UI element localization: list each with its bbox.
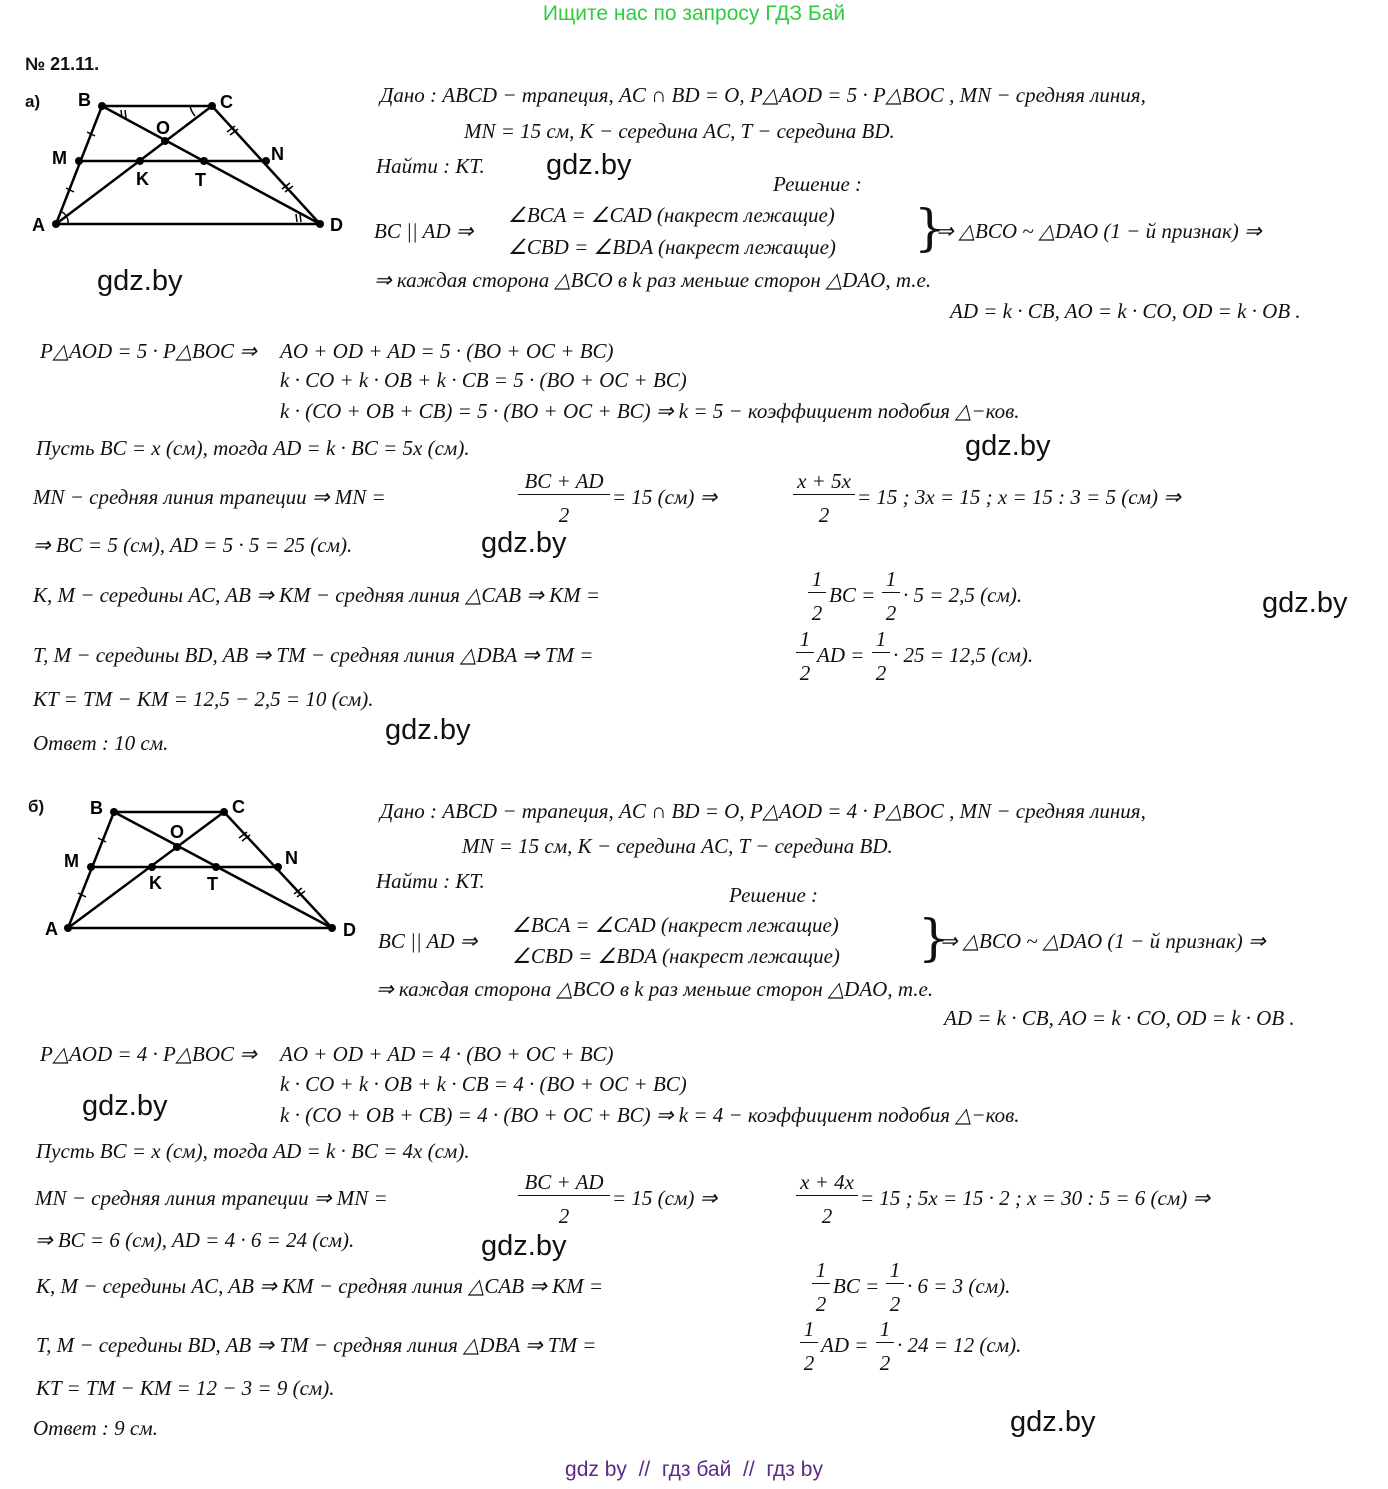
watermark: gdz.by — [82, 1090, 168, 1122]
midline-result: = 15 (см) ⇒ — [612, 1186, 718, 1210]
ratio-equations: AD = k · CB, AO = k · CO, OD = k · OB . — [950, 299, 1301, 323]
x-numerator: x + 5x — [793, 468, 855, 495]
half-numerator: 1 — [808, 566, 826, 593]
perimeter-step-1: AO + OD + AD = 4 · (BO + OC + BC) — [280, 1042, 614, 1066]
x-denominator: 2 — [821, 1204, 833, 1228]
watermark: gdz.by — [481, 527, 567, 559]
footer-link-gdz-by[interactable]: gdz by — [565, 1458, 627, 1481]
footer-link-gdz-by-cyr[interactable]: гдз by — [766, 1458, 823, 1481]
perimeter-step-1: AO + OD + AD = 5 · (BO + OC + BC) — [280, 339, 614, 363]
km-result: · 5 = 2,5 (см). — [903, 583, 1023, 607]
bc-ad-result: ⇒ BC = 6 (см), AD = 4 · 6 = 24 (см). — [35, 1228, 355, 1252]
half-numerator: 1 — [796, 626, 814, 653]
watermark: gdz.by — [1262, 587, 1348, 619]
similarity-line: ⇒ △BCO ~ △DAO (1 − й признак) ⇒ — [936, 219, 1262, 243]
point-a-label: A — [45, 919, 58, 939]
point-m-label: M — [64, 851, 79, 871]
part-a-label: а) — [25, 92, 41, 111]
answer-line: Ответ : 10 см. — [33, 731, 169, 755]
angle-equality-2: ∠CBD = ∠BDA (накрест лежащие) — [508, 235, 836, 259]
midline-numerator: BC + AD — [518, 468, 610, 495]
point-n-label: N — [271, 144, 284, 164]
km-result: · 6 = 3 (см). — [907, 1274, 1011, 1298]
half-denominator: 2 — [815, 1292, 827, 1316]
watermark: gdz.by — [385, 714, 471, 746]
bc-ad-result: ⇒ BC = 5 (см), AD = 5 · 5 = 25 (см). — [33, 533, 353, 557]
parallel-line: BC || AD ⇒ — [374, 219, 474, 243]
midline-text: MN − средняя линия трапеции ⇒ MN = — [35, 1186, 388, 1210]
footer-separator: // — [742, 1458, 755, 1481]
ratio-description: ⇒ каждая сторона △BCO в k раз меньше сторон △DAO, т.е. — [376, 977, 934, 1001]
point-b-label: B — [90, 798, 103, 818]
watermark: gdz.by — [481, 1230, 567, 1262]
perimeter-condition: P△AOD = 4 · P△BOC ⇒ — [40, 1042, 257, 1066]
midline-result: = 15 (см) ⇒ — [612, 485, 718, 509]
midline-denominator: 2 — [558, 503, 570, 527]
x-solution: = 15 ; 5x = 15 · 2 ; x = 30 : 5 = 6 (см) ⇒ — [860, 1186, 1211, 1210]
km-midline-text: K, M − середины AC, AB ⇒ KM − средняя линия △CAB ⇒ KM = — [36, 1274, 604, 1298]
half-denominator: 2 — [811, 601, 823, 625]
perimeter-condition: P△AOD = 5 · P△BOC ⇒ — [40, 339, 257, 363]
point-d-label: D — [330, 215, 343, 235]
kt-result: KT = TM − KM = 12 − 3 = 9 (см). — [36, 1376, 335, 1400]
find-line: Найти : KT. — [376, 869, 485, 893]
angle-equality-1: ∠BCA = ∠CAD (накрест лежащие) — [508, 203, 835, 227]
km-midline-text: K, M − середины AC, AB ⇒ KM − средняя линия △CAB ⇒ KM = — [33, 583, 601, 607]
half-denominator: 2 — [879, 1351, 891, 1375]
point-m-label: M — [52, 148, 67, 168]
tm-mid: AD = — [817, 643, 865, 667]
find-line: Найти : KT. — [376, 154, 485, 178]
half-numerator: 1 — [876, 1316, 894, 1343]
part-b-trapezoid-figure — [40, 795, 370, 950]
point-k-label: K — [149, 873, 162, 893]
half-denominator: 2 — [799, 661, 811, 685]
problem-number: № 21.11. — [25, 54, 100, 74]
tm-result: · 25 = 12,5 (см). — [893, 643, 1034, 667]
part-b-label: б) — [28, 797, 45, 816]
half-denominator: 2 — [885, 601, 897, 625]
angle-equality-2: ∠CBD = ∠BDA (накрест лежащие) — [512, 944, 840, 968]
footer-links — [0, 1458, 1388, 1482]
x-denominator: 2 — [818, 503, 830, 527]
midline-denominator: 2 — [558, 1204, 570, 1228]
x-numerator: x + 4x — [796, 1169, 858, 1196]
solution-title: Решение : — [773, 172, 863, 196]
x-solution: = 15 ; 3x = 15 ; x = 15 : 3 = 5 (см) ⇒ — [857, 485, 1181, 509]
half-denominator: 2 — [803, 1351, 815, 1375]
midline-text: MN − средняя линия трапеции ⇒ MN = — [33, 485, 386, 509]
system-brace: } — [914, 199, 946, 257]
point-o-label: O — [156, 118, 171, 138]
given-line-2: MN = 15 см, K − середина AC, T − середина BD. — [462, 834, 893, 858]
similarity-line: ⇒ △BCO ~ △DAO (1 − й признак) ⇒ — [940, 929, 1266, 953]
let-line: Пусть BC = x (см), тогда AD = k · BC = 4x (см). — [36, 1139, 470, 1163]
watermark: gdz.by — [1010, 1406, 1096, 1438]
half-numerator: 1 — [812, 1257, 830, 1284]
watermark: gdz.by — [97, 265, 183, 297]
half-denominator: 2 — [875, 661, 887, 685]
tm-midline-text: T, M − середины BD, AB ⇒ TM − средняя линия △DBA ⇒ TM = — [33, 643, 594, 667]
perimeter-step-3: k · (CO + OB + CB) = 4 · (BO + OC + BC) ⇒ k = 4 − коэффициент подобия △−ков. — [280, 1103, 1020, 1127]
given-line-1: Дано : ABCD − трапеция, AC ∩ BD = O, P△AOD = 4 · P△BOC , MN − средняя линия, — [380, 799, 1146, 823]
angle-equality-1: ∠BCA = ∠CAD (накрест лежащие) — [512, 913, 839, 937]
half-denominator: 2 — [889, 1292, 901, 1316]
point-c-label: C — [220, 92, 233, 112]
let-line: Пусть BC = x (см), тогда AD = k · BC = 5x (см). — [36, 436, 470, 460]
answer-line: Ответ : 9 см. — [33, 1416, 158, 1440]
km-mid: BC = — [829, 583, 876, 607]
point-n-label: N — [285, 848, 298, 868]
half-numerator: 1 — [882, 566, 900, 593]
tm-result: · 24 = 12 (см). — [897, 1333, 1022, 1357]
tm-mid: AD = — [821, 1333, 869, 1357]
perimeter-step-2: k · CO + k · OB + k · CB = 4 · (BO + OC + BC) — [280, 1072, 687, 1096]
given-line-2: MN = 15 см, K − середина AC, T − середина BD. — [464, 119, 895, 143]
ratio-equations: AD = k · CB, AO = k · CO, OD = k · OB . — [944, 1006, 1295, 1030]
point-t-label: T — [195, 170, 206, 190]
point-c-label: C — [232, 797, 245, 817]
half-numerator: 1 — [800, 1316, 818, 1343]
half-numerator: 1 — [872, 626, 890, 653]
watermark: gdz.by — [546, 149, 632, 181]
km-mid: BC = — [833, 1274, 880, 1298]
point-b-label: B — [78, 90, 91, 110]
point-k-label: K — [136, 169, 149, 189]
parallel-line: BC || AD ⇒ — [378, 929, 478, 953]
system-brace: } — [918, 909, 950, 967]
solution-title: Решение : — [729, 883, 819, 907]
point-d-label: D — [343, 920, 356, 940]
ratio-description: ⇒ каждая сторона △BCO в k раз меньше сторон △DAO, т.е. — [374, 268, 932, 292]
half-numerator: 1 — [886, 1257, 904, 1284]
given-line-1: Дано : ABCD − трапеция, AC ∩ BD = O, P△AOD = 5 · P△BOC , MN − средняя линия, — [380, 83, 1146, 107]
kt-result: KT = TM − KM = 12,5 − 2,5 = 10 (см). — [33, 687, 374, 711]
perimeter-step-3: k · (CO + OB + CB) = 5 · (BO + OC + BC) ⇒ k = 5 − коэффициент подобия △−ков. — [280, 399, 1020, 423]
part-a-trapezoid-figure — [30, 88, 350, 238]
tm-midline-text: T, M − середины BD, AB ⇒ TM − средняя линия △DBA ⇒ TM = — [36, 1333, 597, 1357]
watermark: gdz.by — [965, 430, 1051, 462]
point-a-label: A — [32, 215, 45, 235]
footer-separator: // — [638, 1458, 651, 1481]
point-t-label: T — [207, 874, 218, 894]
perimeter-step-2: k · CO + k · OB + k · CB = 5 · (BO + OC + BC) — [280, 368, 687, 392]
search-banner: Ищите нас по запросу ГДЗ Бай — [542, 2, 846, 25]
midline-numerator: BC + AD — [518, 1169, 610, 1196]
footer-link-gdz-bay[interactable]: гдз бай — [661, 1458, 732, 1481]
point-o-label: O — [170, 822, 185, 842]
